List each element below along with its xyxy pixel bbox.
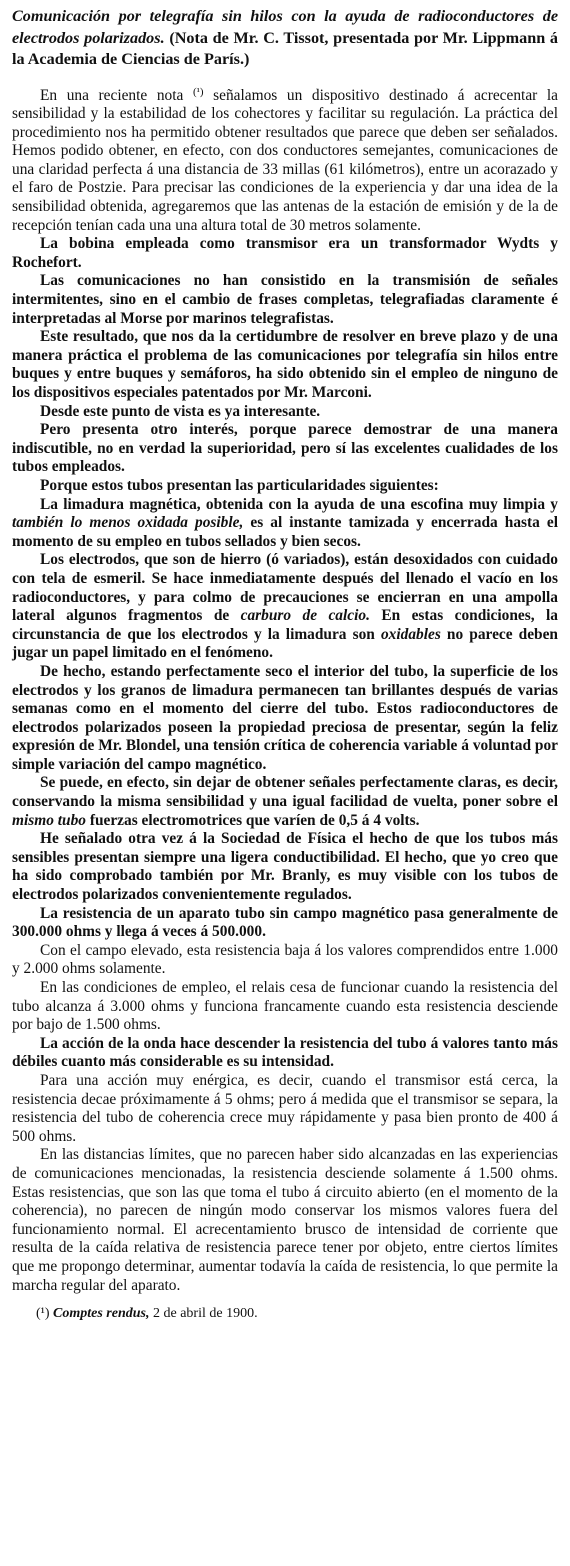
paragraph-13: La resistencia de un aparato tubo sin campo magnético pasa generalmente de 300.000 ohms y llega á veces á 500.000. bbox=[12, 904, 558, 941]
footnote-marker: (¹) bbox=[36, 1306, 50, 1322]
footnote-reference: (¹) bbox=[192, 85, 204, 98]
paragraph-9 bbox=[12, 551, 558, 663]
article-title-italic: Comunicación por telegrafía sin hilos con la ayuda de radioconductores de electrodos polarizados. bbox=[12, 7, 558, 47]
paragraph-9-text-c: no parece deben jugar un papel limitado en el fenómeno. bbox=[12, 625, 558, 662]
article-title-attribution: (Nota de Mr. C. Tissot, presentada por Mr. Lippmann á la Academia de Ciencias de París.) bbox=[12, 28, 559, 68]
paragraph-11 bbox=[12, 774, 558, 830]
footnote-source: Comptes rendus, bbox=[53, 1306, 150, 1322]
paragraph-8-text-b: es al instante tamizada y encerrada hasta el momento de su empleo en tubos sellados y bien secos. bbox=[12, 514, 559, 550]
paragraph-7: Porque estos tubos presentan las particularidades siguientes: bbox=[40, 476, 439, 494]
footnote-date: 2 de abril de 1900. bbox=[149, 1306, 258, 1322]
article-body bbox=[12, 87, 558, 1324]
paragraph-10: De hecho, estando perfectamente seco el interior del tubo, la superficie de los electrodos y los granos de limadura permanecen tan brillantes después de varias semanas como en el momento del cierre del tubo. Estos radioconductores de electrodos polarizados poseen la propiedad preciosa de presentar, según la feliz expresión de Mr. Blondel, una tensión crítica de coherencia variable á voluntad por simple variación del campo magnético. bbox=[12, 662, 558, 773]
paragraph-4: Este resultado, que nos da la certidumbre de resolver en breve plazo y de una manera práctica el problema de las comunicaciones por telegrafía sin hilos entre buques y entre buques y semáforos, ha sido obtenido sin el empleo de ninguno de los dispositivos especiales patentados por Mr. Marconi. bbox=[12, 328, 558, 401]
paragraph-12: He señalado otra vez á la Sociedad de Física el hecho de que los tubos más sensibles presentan siempre una ligera conductibilidad. El hecho, que yo creo que ha sido comprobado también por Mr. Branly, es muy visible con los tubos de electrodos polarizados convenientemente regulados. bbox=[12, 830, 558, 904]
footnote bbox=[12, 1305, 558, 1323]
paragraph-11-text-a: Se puede, en efecto, sin dejar de obtener señales perfectamente claras, es decir, conservando la misma sensibilidad y una igual facilidad de vuelta, poner sobre el bbox=[12, 774, 558, 811]
paragraph-9-text-b: En estas condiciones, la circunstancia de que los electrodos y la limadura son bbox=[12, 607, 558, 643]
paragraph-1-text-a: En una reciente nota bbox=[40, 86, 193, 104]
paragraph-8 bbox=[12, 496, 558, 552]
paragraph-2: La bobina empleada como transmisor era un transformador Wydts y Rochefort. bbox=[12, 235, 558, 271]
paragraph-16: La acción de la onda hace descender la resistencia del tubo á valores tanto más débiles cuanto más considerable es su intensidad. bbox=[12, 1034, 558, 1071]
paragraph-1 bbox=[12, 87, 558, 236]
paragraph-8-emphasis: también lo menos oxidada posible, bbox=[12, 514, 244, 532]
article-title bbox=[12, 6, 558, 71]
paragraph-3: Las comunicaciones no han consistido en la transmisión de señales intermitentes, sino en el cambio de frases completas, telegrafiadas claramente é interpretadas al Morse por marinos telegrafistas. bbox=[12, 272, 558, 327]
paragraph-9-text-a: Los electrodos, que son de hierro (ó variados), están desoxidados con cuidado con tela de esmeril. Se hace inmediatamente después del llenado el vacío en los radioconductores, y para colmo de precauciones se encierran en una ampolla lateral algunos fragmentos de bbox=[12, 551, 558, 625]
paragraph-14: Con el campo elevado, esta resistencia baja á los valores comprendidos entre 1.000 y 2.000 ohms solamente. bbox=[12, 941, 558, 978]
paragraph-6: Pero presenta otro interés, porque parece demostrar de una manera indiscutible, no en verdad la superioridad, pero sí las excelentes cualidades de los tubos empleados. bbox=[12, 421, 558, 476]
paragraph-18: En las distancias límites, que no parecen haber sido alcanzadas en las experiencias de comunicaciones mencionadas, la resistencia desciende solamente á 1.500 ohms. Estas resistencias, que son las que toma el tubo á circuito abierto (en el momento de la coherencia), no parecen de ningún modo conservar los mismos valores fuera del funcionamiento normal. El acrecentamiento brusco de intensidad de corriente que resulta de la caída relativa de resistencia parece tener por objeto, entre ciertos límites que me propongo determinar, aumentar todavía la caída de resistencia, lo que permite la marcha regular del aparato. bbox=[12, 1146, 558, 1294]
paragraph-9-emphasis-2: oxidables bbox=[380, 625, 441, 643]
paragraph-1-text-b: señalamos un dispositivo destinado á acrecentar la sensibilidad y la estabilidad de los cohectores y facilitar su regulación. La práctica del procedimiento nos ha permitido obtener resultados que parece que deben ser señalados. Hemos podido obtener, en efecto, con dos conductores semejantes, comunicaciones de una claridad perfecta á una distancia de 33 millas (61 kilómetros), entre un acorazado y el faro de Postzie. Para precisar las condiciones de la experiencia y dar una idea de la sensibilidad obtenida, agregaremos que las antenas de la estación de emisión y de la de recepción tenían cada una una altura total de 30 metros solamente. bbox=[12, 86, 558, 234]
paragraph-9-emphasis-1: carburo de calcio. bbox=[240, 607, 370, 625]
paragraph-8-text-a: La limadura magnética, obtenida con la ayuda de una escofina muy limpia y bbox=[40, 495, 558, 513]
paragraph-5: Desde este punto de vista es ya interesante. bbox=[40, 402, 321, 420]
paragraph-15: En las condiciones de empleo, el relais cesa de funcionar cuando la resistencia del tubo alcanza á 3.000 ohms y funciona francamente cuando esta resistencia desciende por bajo de 1.500 ohms. bbox=[12, 979, 558, 1034]
paragraph-17: Para una acción muy enérgica, es decir, cuando el transmisor está cerca, la resistencia decae próximamente á 5 ohms; pero á medida que el transmisor se separa, la resistencia del tubo de coherencia crece muy rápidamente y pasa bien pronto de 400 á 500 ohms. bbox=[12, 1071, 558, 1145]
paragraph-11-emphasis: mismo tubo bbox=[12, 811, 86, 829]
paragraph-11-text-b: fuerzas electromotrices que varíen de 0,5 á 4 volts. bbox=[85, 811, 420, 829]
